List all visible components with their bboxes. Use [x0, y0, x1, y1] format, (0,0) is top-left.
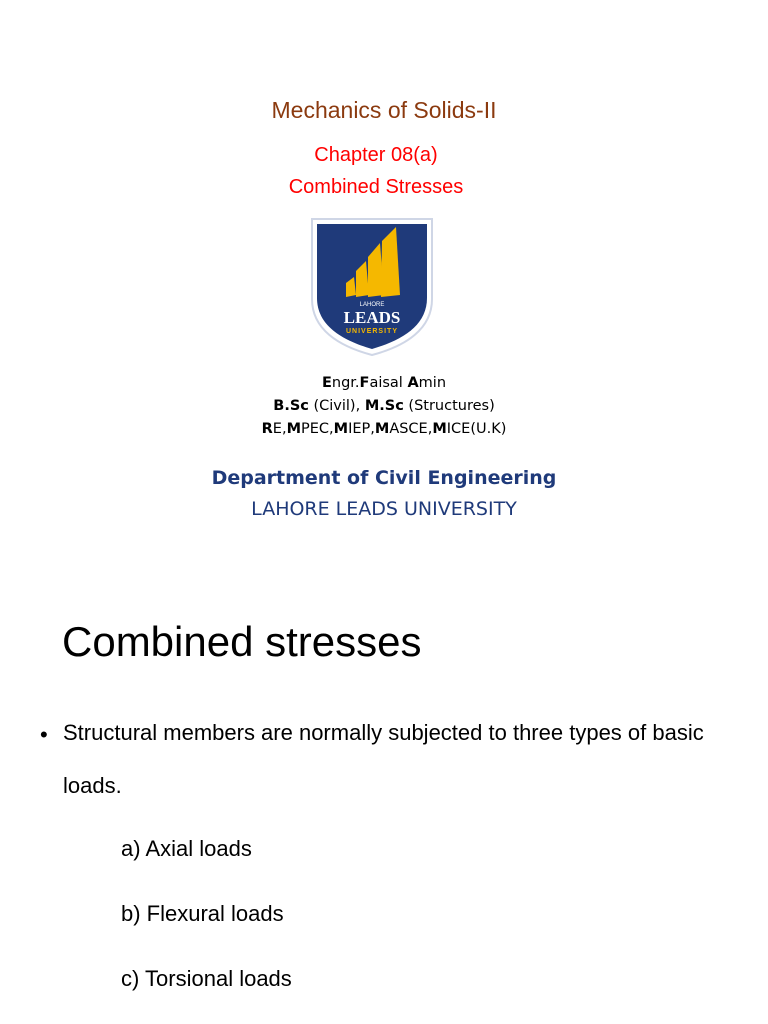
author-membership-run: M — [333, 421, 349, 437]
logo-text-main: LEADS — [343, 308, 401, 327]
author-memberships — [0, 418, 768, 440]
department-name: Department of Civil Engineering — [211, 467, 557, 489]
author-name-run: F — [359, 375, 370, 391]
author-membership-run: E, — [272, 421, 287, 437]
load-type-item: c) Torsional loads — [121, 966, 292, 991]
load-type-item: b) Flexural loads — [121, 901, 284, 926]
author-degrees — [0, 395, 768, 417]
author-membership-run: ICE(U.K) — [446, 421, 507, 437]
author-membership-run: PEC, — [301, 421, 334, 437]
bullet-marker: • — [40, 722, 48, 747]
author-degree-run: (Civil), — [308, 398, 365, 414]
leads-university-logo — [308, 213, 436, 359]
author-name — [0, 372, 768, 394]
logo-text-top: LAHORE — [359, 302, 385, 308]
author-membership-run: ASCE, — [389, 421, 433, 437]
logo-text-bottom: UNIVERSITY — [345, 328, 399, 335]
author-name-run: ngr. — [331, 375, 360, 391]
slide-title: Combined stresses — [62, 618, 422, 665]
author-name-run: min — [418, 375, 447, 391]
author-name-run: E — [321, 375, 332, 391]
author-degree-run: (Structures) — [403, 398, 495, 414]
university-name: LAHORE LEADS UNIVERSITY — [251, 498, 517, 520]
chapter-label: Chapter 08(a) — [314, 144, 438, 166]
author-membership-run: R — [261, 421, 273, 437]
author-name-run: aisal — [369, 375, 408, 391]
course-title: Mechanics of Solids-II — [271, 97, 497, 123]
author-name-run: A — [407, 375, 419, 391]
author-membership-run: M — [432, 421, 447, 437]
author-degree-run: M.Sc — [364, 398, 404, 414]
author-membership-run: M — [374, 421, 390, 437]
author-membership-run: M — [286, 421, 301, 437]
bullet-text: Structural members are normally subjected to three types of basic loads. — [63, 720, 704, 798]
topic-label: Combined Stresses — [288, 176, 464, 198]
content-slide — [0, 560, 768, 1024]
load-type-item: a) Axial loads — [121, 836, 252, 861]
author-degree-run: B.Sc — [273, 398, 309, 414]
author-membership-run: IEP, — [348, 421, 375, 437]
